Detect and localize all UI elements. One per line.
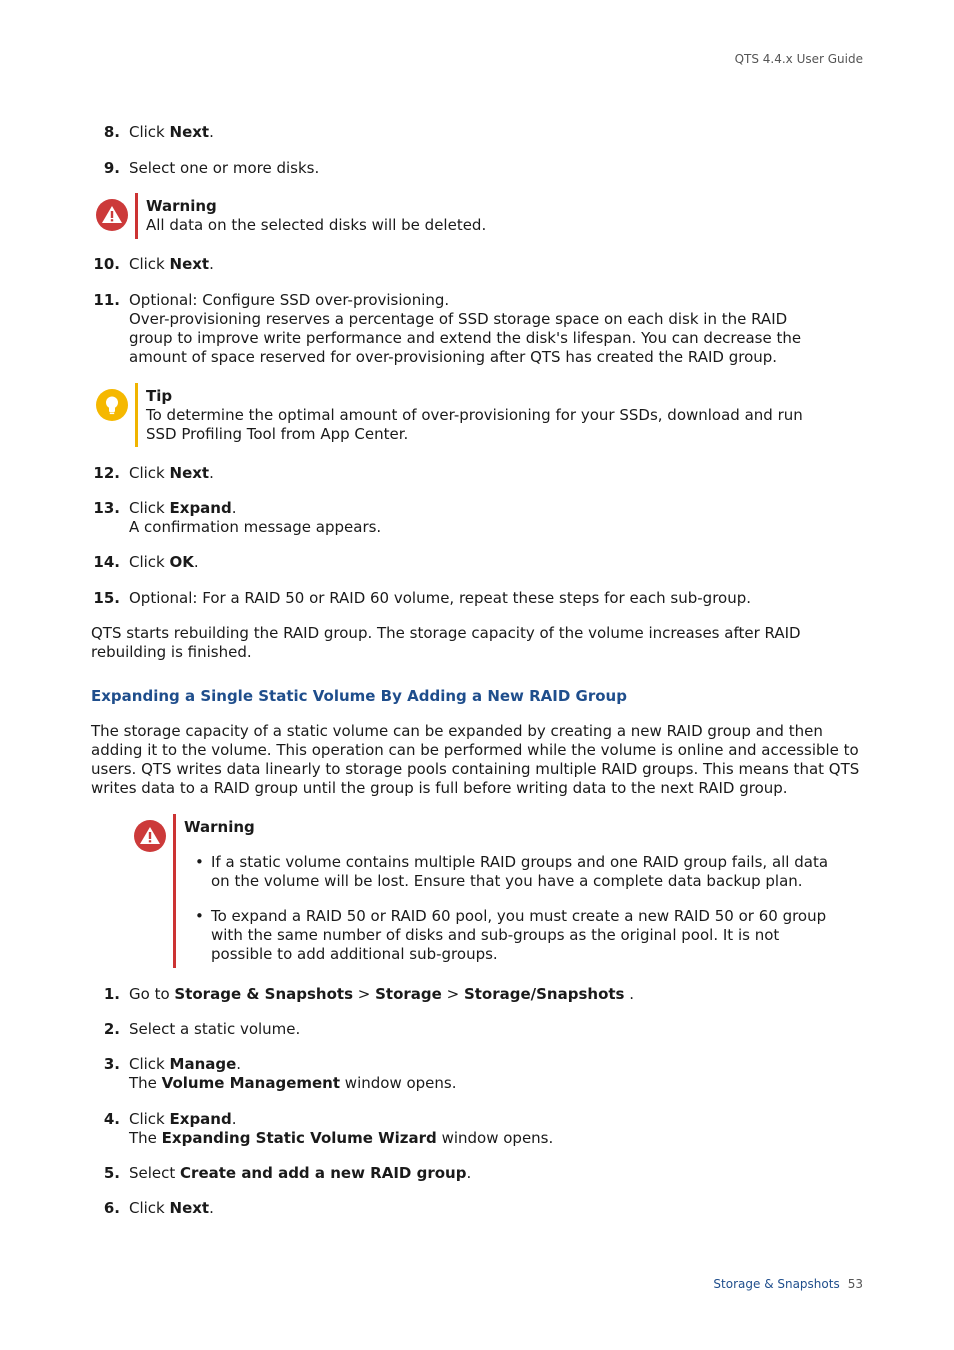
tip-bar <box>135 383 138 447</box>
page-number: 53 <box>847 1277 863 1291</box>
tip-text: To determine the optimal amount of over-provisioning for your SSDs, download and run SSD Profiling Tool from App Center. <box>146 406 803 443</box>
step-11: 11. Optional: Configure SSD over-provisioning. Over-provisioning reserves a percentage of SSD storage space on each disk in the RAID group to improve write performance and extend the disk's lifespan. You can decrease the amount of space reserved for over-provisioning after QTS has created the RAID group. <box>93 291 802 366</box>
warning-list <box>184 853 834 964</box>
warning-bar <box>135 193 138 239</box>
lightbulb-icon <box>96 389 128 421</box>
warning-icon <box>96 199 128 231</box>
step-15: 15. Optional: For a RAID 50 or RAID 60 volume, repeat these steps for each sub-group. <box>93 589 752 607</box>
paragraph-static-volume: The storage capacity of a static volume can be expanded by creating a new RAID group and then adding it to the volume. This operation can be performed while the volume is online and accessible to users. QTS writes data linearly to storage pools containing multiple RAID groups. This means that QTS writes data to a RAID group until the group is full before writing data to the next RAID group. <box>91 722 860 797</box>
footer-section: Storage & Snapshots <box>713 1277 840 1291</box>
step-13: 13. Click Expand. A confirmation message appears. <box>93 499 382 536</box>
running-header: QTS 4.4.x User Guide <box>734 52 863 66</box>
warning-title: Warning <box>184 818 255 836</box>
step-2: 2. Select a static volume. <box>103 1020 301 1038</box>
page-footer <box>713 1275 863 1294</box>
step-5: 5. Select Create and add a new RAID group. <box>103 1164 472 1182</box>
section-heading: Expanding a Single Static Volume By Adding a New RAID Group <box>91 687 627 705</box>
step-1: 1. Go to Storage & Snapshots > Storage > Storage/Snapshots . <box>103 985 635 1003</box>
list-item: • To expand a RAID 50 or RAID 60 pool, you must create a new RAID 50 or 60 group with the same number of disks and sub-groups as the original pool. It is not possible to add additional sub-groups. <box>184 907 834 964</box>
warning-text: All data on the selected disks will be deleted. <box>146 216 487 234</box>
step-4: 4. Click Expand. The Expanding Static Volume Wizard window opens. <box>103 1110 554 1147</box>
warning-icon <box>134 820 166 852</box>
step-10: 10. Click Next. <box>93 255 214 273</box>
step-9: 9. Select one or more disks. <box>103 159 320 177</box>
step-12: 12. Click Next. <box>93 464 214 482</box>
warning-bar <box>173 814 176 968</box>
tip-title: Tip <box>146 387 173 405</box>
warning-callout-1 <box>146 197 846 235</box>
paragraph-rebuilding: QTS starts rebuilding the RAID group. The storage capacity of the volume increases after RAID rebuilding is finished. <box>91 624 801 661</box>
warning-title: Warning <box>146 197 217 215</box>
list-item: • If a static volume contains multiple RAID groups and one RAID group fails, all data on the volume will be lost. Ensure that you have a complete data backup plan. <box>184 853 834 891</box>
step-14: 14. Click OK. <box>93 553 199 571</box>
step-8: 8. Click Next. <box>103 123 214 141</box>
tip-callout <box>146 387 836 444</box>
step-6: 6. Click Next. <box>103 1199 214 1217</box>
warning-callout-2 <box>184 818 834 980</box>
step-3: 3. Click Manage. The Volume Management window opens. <box>103 1055 457 1092</box>
